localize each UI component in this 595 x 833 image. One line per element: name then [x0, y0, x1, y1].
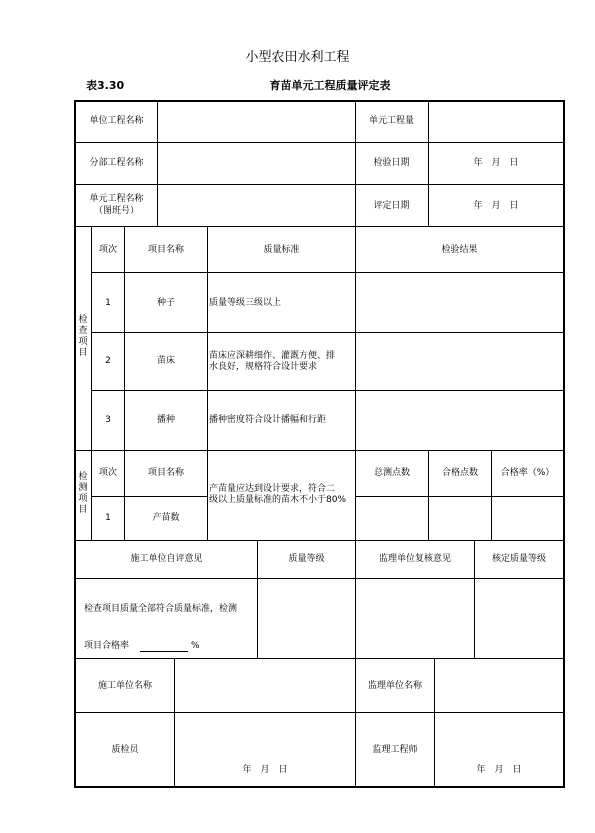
unit-quantity-label: 单元工程量 — [368, 116, 414, 126]
percent-sign: % — [191, 641, 200, 651]
inspect-date-field[interactable]: 年 月 日 — [473, 158, 519, 168]
measurement-total-field[interactable] — [356, 497, 428, 540]
pass-rate-underline — [140, 651, 188, 652]
sub-project-name-label: 分部工程名称 — [89, 158, 144, 168]
inspection-item-2-name: 苗床 — [156, 356, 175, 366]
supervisor-opinion-field[interactable] — [356, 579, 474, 658]
inspection-item-2-standard: 苗床应深耕细作、灌溉方便、排 — [209, 351, 336, 361]
approved-grade-label: 核定质量等级 — [491, 554, 546, 564]
element-project-name-field[interactable] — [158, 185, 355, 226]
inspector-date[interactable]: 年 月 日 — [242, 765, 288, 775]
contractor-name-field[interactable] — [175, 659, 355, 712]
sub-project-name-field[interactable] — [158, 143, 355, 184]
contractor-name-label: 施工单位名称 — [97, 681, 152, 691]
measurement-pass-field[interactable] — [429, 497, 491, 540]
inspection-item-3-standard: 播种密度符合设计播幅和行距 — [209, 415, 327, 425]
table-title: 育苗单元工程质量评定表 — [269, 79, 391, 92]
measurement-col-name: 项目名称 — [147, 468, 184, 478]
measurement-col-total: 总测点数 — [373, 468, 410, 478]
measurement-section-label: 检测项目 — [78, 472, 88, 515]
supervisor-name-field[interactable] — [435, 659, 563, 712]
inspection-item-2-result[interactable] — [356, 333, 563, 390]
engineer-date[interactable]: 年 月 日 — [476, 765, 522, 775]
assess-date-label: 评定日期 — [373, 201, 410, 211]
inspection-col-standard: 质量标准 — [263, 245, 300, 255]
pass-rate-label: 项目合格率 — [84, 641, 130, 651]
quality-grade-label: 质量等级 — [288, 554, 325, 564]
unit-project-name-label: 单位工程名称 — [89, 116, 144, 126]
inspection-item-1-name: 种子 — [156, 298, 175, 308]
inspection-item-2-standard-cont: 水良好，规格符合设计要求 — [209, 362, 318, 372]
approved-grade-field[interactable] — [475, 579, 563, 658]
assess-date-field[interactable]: 年 月 日 — [473, 201, 519, 211]
measurement-col-rate: 合格率（%） — [500, 468, 555, 478]
inspection-col-result: 检验结果 — [441, 245, 478, 255]
inspect-date-label: 检验日期 — [373, 158, 410, 168]
inspection-col-no: 项次 — [98, 245, 117, 255]
pass-rate-field[interactable] — [140, 638, 188, 651]
inspection-item-1-result[interactable] — [356, 273, 563, 332]
contractor-opinion-label: 施工单位自评意见 — [130, 554, 203, 564]
inspection-item-3-no: 3 — [105, 415, 111, 425]
measurement-standard-cont: 级以上质量标准的苗木不小于80% — [209, 495, 347, 505]
supervisor-opinion-label: 监理单位复核意见 — [378, 554, 451, 564]
engineer-label: 监理工程师 — [372, 745, 418, 755]
inspection-item-1-standard: 质量等级三级以上 — [209, 298, 282, 308]
inspection-item-1-no: 1 — [105, 298, 111, 308]
inspection-item-3-result[interactable] — [356, 391, 563, 450]
element-project-name-label: 单元工程名称 — [89, 194, 144, 204]
evaluation-statement: 检查项目质量全部符合质量标准，检测 — [84, 604, 238, 614]
inspector-label: 质检员 — [111, 745, 139, 755]
org-title: 小型农田水利工程 — [245, 50, 350, 65]
unit-project-name-field[interactable] — [158, 102, 355, 142]
inspection-col-name: 项目名称 — [147, 245, 184, 255]
element-project-name-sublabel: （图班号） — [93, 206, 139, 216]
inspection-item-2-no: 2 — [105, 356, 111, 366]
quality-grade-field[interactable] — [258, 579, 355, 658]
table-number: 表3.30 — [86, 79, 125, 92]
measurement-rate-field[interactable] — [492, 497, 563, 540]
inspection-section-label: 检查项目 — [78, 315, 88, 358]
measurement-col-no: 项次 — [98, 468, 117, 478]
inspection-item-3-name: 播种 — [156, 415, 175, 425]
measurement-col-pass: 合格点数 — [441, 468, 478, 478]
measurement-item-1-no: 1 — [105, 513, 111, 523]
unit-quantity-field[interactable] — [429, 102, 563, 142]
measurement-item-1-name: 产苗数 — [152, 513, 180, 523]
supervisor-name-label: 监理单位名称 — [367, 681, 422, 691]
measurement-standard: 产苗量应达到设计要求，符合二 — [209, 484, 336, 494]
